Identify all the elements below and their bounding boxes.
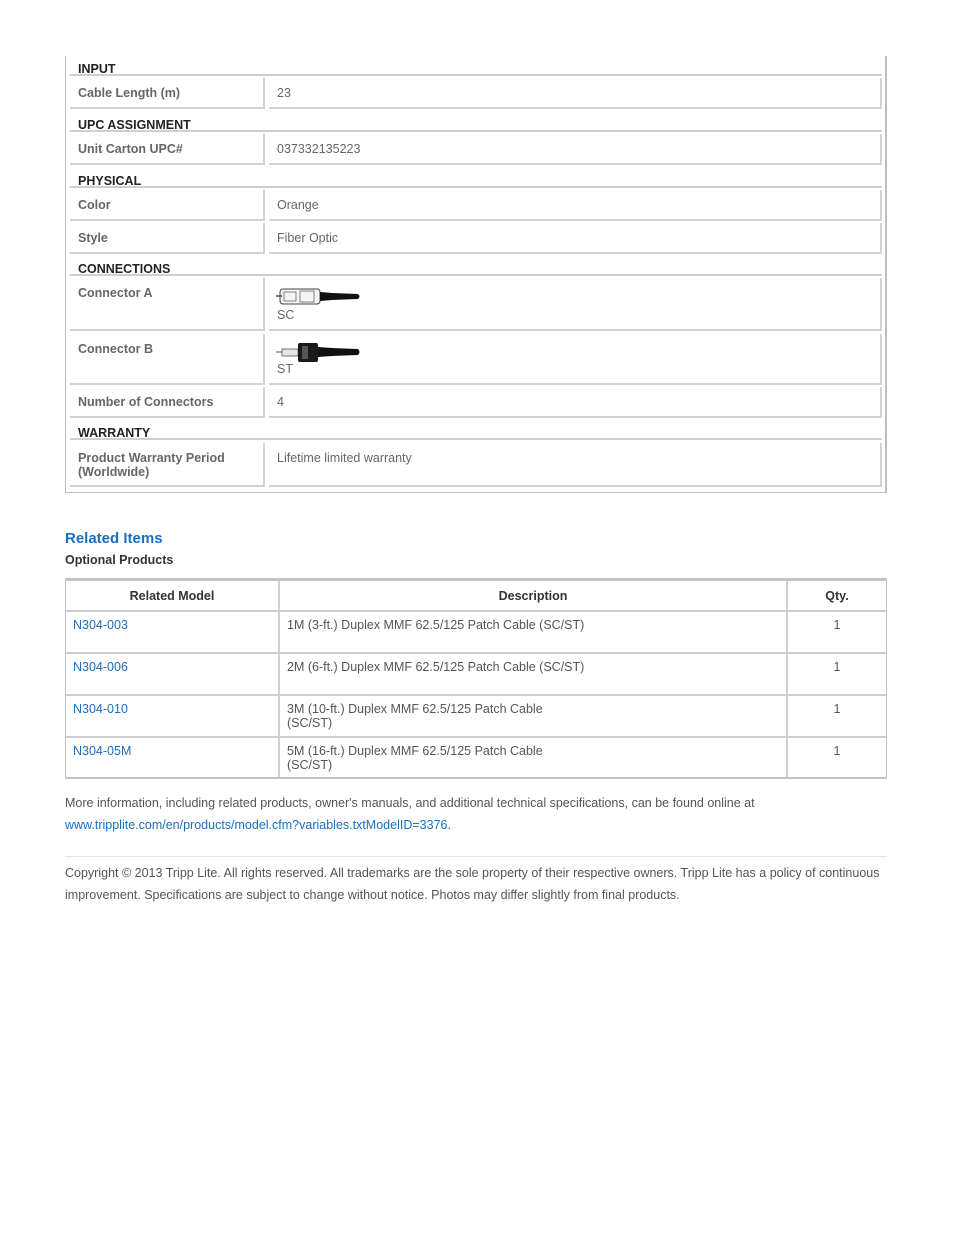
- spec-label-cell: [70, 334, 265, 385]
- spec-value-cell: [269, 278, 882, 331]
- footer-divider: [65, 856, 887, 857]
- column-header-qty: Qty.: [825, 589, 849, 603]
- spec-label: Connector B: [78, 342, 153, 356]
- spec-label: Number of Connectors: [78, 395, 214, 409]
- spec-label-cell: [70, 134, 265, 165]
- related-model-link[interactable]: N304-006: [73, 660, 128, 674]
- section-title: UPC ASSIGNMENT: [78, 118, 191, 132]
- optional-products-heading: Optional Products: [65, 553, 174, 567]
- column-header-description: Description: [498, 589, 568, 603]
- section-title: INPUT: [78, 62, 116, 76]
- spec-row-connector-b: [70, 334, 882, 385]
- spec-row-num-connectors: [70, 387, 882, 418]
- spec-value-cell: [269, 190, 882, 221]
- section-title: WARRANTY: [78, 426, 151, 440]
- section-header-upc: [70, 112, 882, 132]
- spec-value-cell: [269, 223, 882, 254]
- row-divider: [66, 736, 886, 738]
- spec-value: Fiber Optic: [277, 231, 339, 245]
- connector-b-type: ST: [277, 362, 293, 376]
- spec-value: 4: [277, 395, 284, 409]
- row-divider: [66, 694, 886, 696]
- spec-value: Lifetime limited warranty: [277, 451, 412, 465]
- section-title: CONNECTIONS: [78, 262, 171, 276]
- related-products-table: [65, 578, 887, 779]
- related-description: 1M (3-ft.) Duplex MMF 62.5/125 Patch Cable (SC/ST): [287, 618, 585, 632]
- connector-a-type: SC: [277, 308, 295, 322]
- related-items-heading: Related Items: [65, 530, 163, 547]
- spec-label: Color: [78, 198, 111, 212]
- spec-value-cell: [269, 78, 882, 109]
- section-header-input: [70, 56, 882, 76]
- spec-label-cell: [70, 190, 265, 221]
- spec-row-warranty: [70, 443, 882, 487]
- spec-label-cell: [70, 78, 265, 109]
- spec-value-cell: [269, 334, 882, 385]
- spec-value: 037332135223: [277, 142, 361, 156]
- spec-label: Style: [78, 231, 108, 245]
- spec-row-cable-length: [70, 78, 882, 109]
- related-model-link[interactable]: N304-05M: [73, 744, 132, 758]
- spec-value: 23: [277, 86, 291, 100]
- sc-connector-icon: [276, 284, 362, 310]
- section-header-warranty: [70, 420, 882, 440]
- related-description: 3M (10-ft.) Duplex MMF 62.5/125 Patch Cable (SC/ST): [287, 702, 543, 730]
- spec-row-color: [70, 190, 882, 221]
- spec-label: Connector A: [78, 286, 153, 300]
- row-divider: [66, 652, 886, 654]
- spec-label-cell: [70, 443, 265, 487]
- row-divider: [66, 610, 886, 612]
- section-title: PHYSICAL: [78, 174, 142, 188]
- more-info-text: More information, including related products, owner's manuals, and additional technical specifications, can be found online at: [65, 796, 755, 810]
- spec-value: Orange: [277, 198, 319, 212]
- related-qty: 1: [833, 660, 841, 674]
- spec-label-cell: [70, 278, 265, 331]
- related-model-link[interactable]: N304-010: [73, 702, 128, 716]
- related-qty: 1: [833, 744, 841, 758]
- spec-value-cell: [269, 387, 882, 418]
- copyright-text: Copyright © 2013 Tripp Lite. All rights reserved. All trademarks are the sole property of their respective owners. Tripp Lite has a policy of continuous improvement. Specifications are subject to change without notice. Photos may differ slightly from final products.: [65, 866, 880, 902]
- related-description: 5M (16-ft.) Duplex MMF 62.5/125 Patch Cable (SC/ST): [287, 744, 543, 772]
- spec-value-cell: [269, 443, 882, 487]
- spec-value-cell: [269, 134, 882, 165]
- spec-label-cell: [70, 223, 265, 254]
- product-page-link[interactable]: www.tripplite.com/en/products/model.cfm?variables.txtModelID=3376.: [65, 818, 451, 832]
- spec-label: Unit Carton UPC#: [78, 142, 183, 156]
- spec-label: Product Warranty Period (Worldwide): [78, 451, 225, 479]
- spec-label: Cable Length (m): [78, 86, 181, 100]
- column-header-model: Related Model: [129, 589, 215, 603]
- spec-row-connector-a: [70, 278, 882, 331]
- related-qty: 1: [833, 618, 841, 632]
- spec-table: [65, 56, 887, 493]
- spec-label-cell: [70, 387, 265, 418]
- spec-row-upc: [70, 134, 882, 165]
- related-model-link[interactable]: N304-003: [73, 618, 128, 632]
- section-header-physical: [70, 168, 882, 188]
- section-header-connections: [70, 256, 882, 276]
- related-description: 2M (6-ft.) Duplex MMF 62.5/125 Patch Cable (SC/ST): [287, 660, 585, 674]
- spec-row-style: [70, 223, 882, 254]
- related-qty: 1: [833, 702, 841, 716]
